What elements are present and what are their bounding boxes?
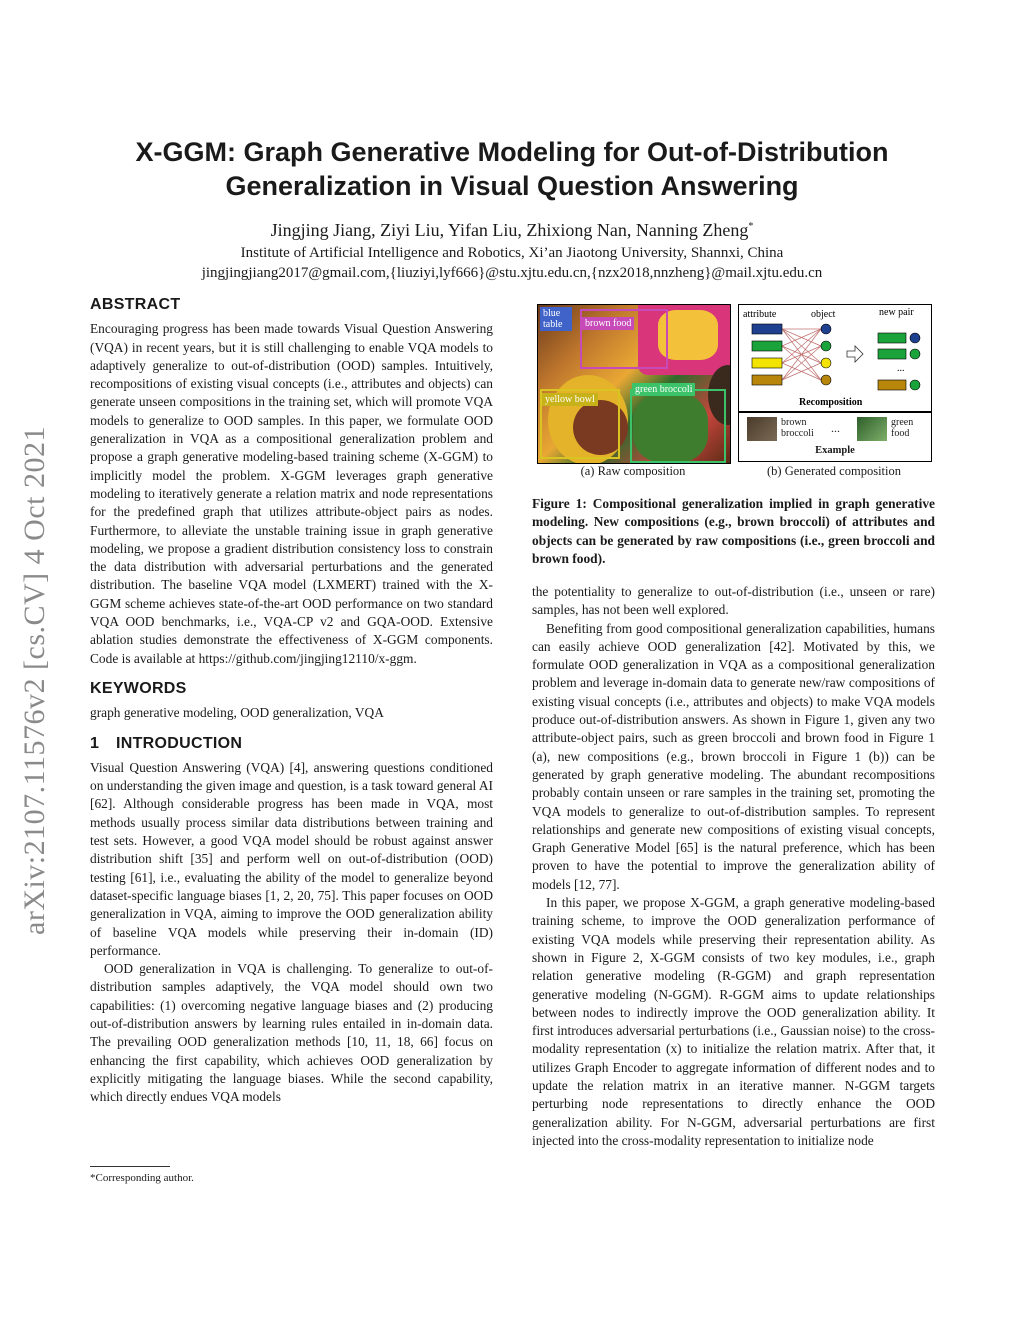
abstract-text: Encouraging progress has been made towards Visual Question Answering (VQA) in recent years, but it is still challenging to enable VQA models to adaptively generalize to out-of-distribution (OOD) samples. Intuitively, recompositions of existing visual concepts (i.e., attributes and objects) can generate unseen compositions in the training set, which will promote VQA models to generalize to OOD samples. In this paper, we formulate OOD generalization in VQA as a compositional generalization problem and propose a graph generative modeling-based training scheme (X-GGM) to implicitly model the problem. X-GGM leverages graph generative modeling to iteratively generate a relation matrix and node representations for the predefined graph that utilizes attribute-object pairs as nodes. Furthermore, to alleviate the unstable training issue in graph generative modeling, we propose a gradient distribution consistency loss to constrain the data distribution with adversarial perturbations and the generated distribution. The baseline VQA model (LXMERT) trained with the X-GGM scheme achieves state-of-the-art OOD performance on two standard VQA OOD benchmarks, i.e., VQA-CP v2 and GQA-OOD. Extensive ablation studies demonstrate the effectiveness of X-GGM components. Code is available at https://github.com/jingjing12110/x-ggm. [90,321,493,666]
label-ellipsis: ... [897,363,905,374]
label-recomposition: Recomposition [799,397,863,408]
keywords-text: graph generative modeling, OOD generalization, VQA [90,705,384,721]
figure-1-caption: Figure 1: Compositional generalization implied in graph generative modeling. New compositions (e.g., brown broccoli) of attributes and objects can be generated by raw compositions (i.e., green broccoli and brown food). [532,496,935,566]
label-new-pair: new pair [879,307,914,318]
intro-title: INTRODUCTION [116,734,243,752]
label-object: object [811,309,836,320]
emails: jingjingjiang2017@gmail.com,{liuziyi,lyf666}@stu.xjtu.edu.cn,{nzx2018,nnzheng}@mail.xjtu.edu.cn [201,265,823,281]
tag-brown-food: brown food [582,317,634,330]
keywords-heading: KEYWORDS [90,679,187,697]
pair-brown-rect [878,380,906,390]
right-paragraph-2: Benefiting from good compositional generalization capabilities, humans can easily achieve OOD generalization [42]. Motivated by this, we formulate OOD generalization in VQA as a compositional generalization problem and leverage in-domain data to generate new/raw compositions of existing visual concepts (i.e., attributes and objects) to make VQA models produce out-of-distribution answers. As shown in Figure 1, given any two attribute-object pairs, such as green broccoli and brown food in Figure 1 (a), new compositions (e.g., brown broccoli in Figure 1 (b)) can be generated by graph generative modeling. The abundant recompositions probably contain unseen or rare samples in the training set, promoting the VQA models to generalize to out-of-distribution samples. To represent relationships and generate new compositions of existing visual concepts, Graph Generative Model [65] is the natural preference, which has been proven to have the potential to improve the generalization ability of models [12, 77]. [532,620,935,892]
recomposition-diagram [738,304,932,412]
obj-blue [821,324,831,334]
intro-heading [90,735,493,753]
pair-green-circle-2 [910,380,920,390]
attr-green [752,341,782,351]
left-column [90,296,493,1106]
intro-paragraph-1: Visual Question Answering (VQA) [4], answering questions conditioned on understanding the given image and question, is a task toward general AI [62]. Although considerable progress has been made in VQA, most methods usually process similar data distributions between training and test sets. However, a good VQA model should be robust against answer distribution shift [35] and perform well on out-of-distribution (OOD) testing [61], i.e., evaluating the ability of the model to generalize beyond dataset-specific language biases [1, 2, 20, 75]. This paper focuses on OOD generalization in VQA, aiming to improve the OOD generalization ability of baseline VQA models while preserving their in-domain (ID) performance. [90,759,493,958]
label-brown-broccoli: brown broccoli [781,417,814,439]
attr-brown [752,375,782,385]
example-box [738,412,932,462]
subcaption-a: (a) Raw composition [580,464,686,478]
tag-green-broccoli: green broccoli [632,383,695,396]
green-food-thumb [857,417,887,441]
subcaption-b: (b) Generated composition [767,464,901,478]
affiliation: Institute of Artificial Intelligence and Robotics, Xi’an Jiaotong University, Shannxi, China [240,245,784,261]
figure-1 [532,304,936,484]
label-green-food: green food [891,417,914,439]
footnote-rule [90,1166,170,1167]
affiliation-block [90,243,934,283]
raw-composition-photo [537,304,731,464]
pair-green-circle [910,349,920,359]
right-paragraph-1: the potentiality to generalize to out-of-distribution (i.e., unseen or rare) samples, has not been well explored. [532,584,935,618]
author-mark: * [748,221,754,232]
author-names: Jingjing Jiang, Ziyi Liu, Yifan Liu, Zhixiong Nan, Nanning Zheng [270,220,749,240]
obj-green [821,341,831,351]
example-ellipsis: ... [831,421,840,435]
arrow-right-icon [847,346,863,362]
pair-blue-circle [910,333,920,343]
tag-yellow-bowl: yellow bowl [542,393,598,406]
pair-green-rect-2 [878,349,906,359]
label-attribute: attribute [743,309,777,320]
pair-green-rect [878,333,906,343]
attr-blue [752,324,782,334]
abstract-heading: ABSTRACT [90,296,181,313]
intro-paragraph-2: OOD generalization in VQA is challenging. To generalize to out-of-distribution samples adaptively, the VQA model should own two capabilities: (1) overcoming negative language biases and (2) producing out-of-distribution answers by learning rules entailed in in-domain data. The prevailing OOD generalization methods [10, 11, 18, 66] focus on enhancing the first capability, which achieves OOD generalization by explicitly mitigating the language biases. While the second capability, which directly endues VQA models [90,961,493,1105]
obj-yellow [821,358,831,368]
footnote: *Corresponding author. [90,1172,194,1184]
arxiv-identifier: arXiv:2107.11576v2 [cs.CV] 4 Oct 2021 [18,426,51,935]
obj-brown [821,375,831,385]
paper-title: X-GGM: Graph Generative Modeling for Out-of-Distribution Generalization in Visual Question Answering [135,137,889,201]
right-paragraph-3: In this paper, we propose X-GGM, a graph generative modeling-based training scheme, to improve the OOD generalization performance of existing VQA models while preserving their representation ability. As shown in Figure 2, X-GGM consists of two key modules, i.e., graph relation generative modeling (R-GGM) and graph representation generative modeling (N-GGM). R-GGM aims to update relationships between nodes to indirectly improve the OOD generalization ability. It first introduces adversarial perturbations (i.e., Gaussian noise) to the cross-modality representation (x) to initialize the relation matrix. After that, it utilizes Graph Encoder to aggregate information of different nodes and to update the relation matrix in an iterative manner. N-GGM targets perturbing node representations to directly enhance the OOD generalization ability. For N-GGM, adversarial perturbations are first injected into the cross-modality representation to initialize node [532,895,935,1148]
recomposition-svg [739,305,931,411]
label-example: Example [815,445,855,456]
tag-blue-table: blue table [540,307,572,331]
attr-yellow [752,358,782,368]
green-broccoli-box [630,389,726,463]
brown-broccoli-thumb [747,417,777,441]
intro-number: 1 [90,734,100,752]
right-column [532,583,935,1150]
author-list [90,220,934,241]
